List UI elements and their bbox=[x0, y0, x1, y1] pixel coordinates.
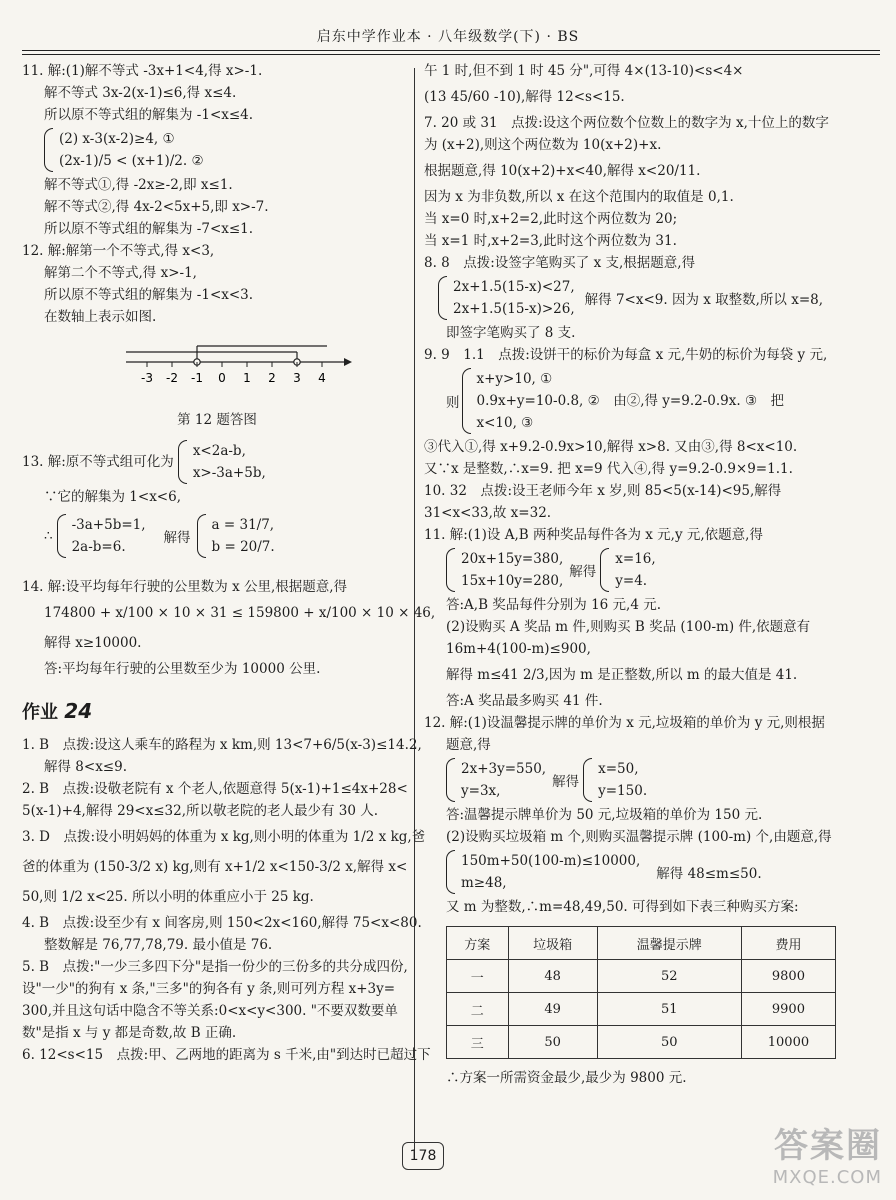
system-row: x+y>10, ① bbox=[476, 371, 553, 387]
table-header-cell: 垃圾箱 bbox=[508, 927, 597, 960]
table-row bbox=[447, 960, 836, 993]
system-row: y=150. bbox=[598, 783, 648, 799]
answer-line: ③代入①,得 x+9.2-0.9x>10,解得 x>8. 又由③,得 8<x<10. bbox=[424, 439, 798, 455]
inequality-system bbox=[446, 850, 640, 894]
system-row: x<10, ③ bbox=[476, 415, 534, 431]
answer-line: 1. B 点拨:设这人乘车的路程为 x km,则 13<7+6/5(x-3)≤14.2, bbox=[22, 737, 422, 753]
answer-line: 解第二个不等式,得 x>-1, bbox=[44, 265, 197, 281]
solution-system bbox=[197, 514, 275, 558]
system-row: (2x-1)/5 < (x+1)/2. ② bbox=[59, 153, 204, 169]
answer-line: 设"一少"的狗有 x 条,"三多"的狗各有 y 条,则可列方程 x+3y= bbox=[22, 981, 396, 997]
inequality-system bbox=[462, 368, 785, 434]
table-cell: 二 bbox=[447, 993, 509, 1026]
system-row: 20x+15y=380, bbox=[461, 551, 564, 567]
header-rule bbox=[22, 50, 880, 51]
answer-line: 解得 x≥10000. bbox=[44, 635, 142, 651]
answer-line: 12. 解:解第一个不等式,得 x<3, bbox=[22, 243, 215, 259]
answer-line: 答:A,B 奖品每件分别为 16 元,4 元. bbox=[446, 597, 662, 613]
table-cell: 三 bbox=[447, 1026, 509, 1059]
system-row: -3a+5b=1, bbox=[71, 517, 146, 533]
equation-system bbox=[446, 548, 563, 592]
system-row: x<2a-b, bbox=[192, 443, 246, 459]
header-rule-2 bbox=[22, 54, 880, 55]
answer-line: ∴方案一所需资金最少,最少为 9800 元. bbox=[446, 1070, 687, 1086]
equation-system bbox=[446, 758, 546, 802]
answer-line: 3. D 点拨:设小明妈妈的体重为 x kg,则小明的体重为 1/2 x kg,爸 bbox=[22, 829, 426, 845]
answer-line: 根据题意,得 10(x+2)+x<40,解得 x<20/11. bbox=[424, 163, 701, 179]
answer-line: 11. 解:(1)解不等式 -3x+1<4,得 x>-1. bbox=[22, 63, 263, 79]
left-column: 11. 解:(1)解不等式 -3x+1<4,得 x>-1. 解不等式 3x-2(x-1)≤6,得 x≤4. 所以原不等式组的解集为 -1<x≤4. (2) x-3(x-2)≥4, ① (2x-1)/5 < (x+1)/2. ② 解不等式①,得 -2x≥-2,即 x≤1. 解不等式②,得 4x-2<5x+5,即 x>-7. 所以原不等式组的解集为 -7<x≤1. 12. 解:解第一个不等式,得 x<3, 解第二个不等式,得 x>-1, 所以原不等式组的解集为 -1<x<3. 在数轴上表示如图. -3 -2 -1 0 1 2 3 4 第 12 题答图 13. 解:原不等式组可化为 x<2a-b, x>-3a+5b, ∵它的解集为 1<x<6, ∴ -3a+5b=1, 2a-b=6. 解得 a = 31/7, b = 20/7. 14. 解:设平均每年行驶的公里数为 x 公里,根据题意,得 174800 + x/100 × 10 × 31 ≤ 159800 + x/100 × 10 × 46, 解得 x≥10000. 答:平均每年行驶的公里数至少为 10000 公里. 作业 24 1. B 点拨:设这人乘车的路程为 x km,则 13<7+6/5(x-3)≤14.2, 解得 8<x≤9. 2. B 点拨:设敬老院有 x 个老人,依题意得 5(x-1)+1≤4x+28< 5(x-1)+4,解得 29<x≤32,所以敬老院的老人最少有 30 人. 3. D 点拨:设小明妈妈的体重为 x kg,则小明的体重为 1/2 x kg,爸 爸的体重为 (150-3/2 x) kg,则有 x+1/2 x<150-3/2 x,解得 x< 50,则 1/2 x<25. 所以小明的体重应小于 25 kg. 4. B 点拨:设至少有 x 间客房,则 150<2x<160,解得 75<x<80. 整数解是 76,77,78,79. 最小值是 76. 5. B 点拨:"一少三多四下分"是指一份少的三份多的共分成四份, 设"一少"的狗有 x 条,"三多"的狗各有 y 条,则可列方程 x+3y= 300,并且这句话中隐含不等关系:0<x<y<300. "不要双数要单 数"是指 x 与 y 都是奇数,故 B 正确. 6. 12<s<15 点拨:甲、乙两地的距离为 s 千米,由"到达时已超过下 bbox=[22, 60, 412, 1066]
answer-line: (2)设购买垃圾箱 m 个,则购买温馨提示牌 (100-m) 个,由题意,得 bbox=[446, 829, 832, 845]
section-title: 作业 bbox=[22, 702, 58, 723]
system-row: 2x+1.5(15-x)<27, bbox=[453, 279, 575, 295]
answer-line: 所以原不等式组的解集为 -1<x<3. bbox=[44, 287, 254, 303]
table-cell: 49 bbox=[508, 993, 597, 1026]
answer-line: ∵它的解集为 1<x<6, bbox=[44, 489, 181, 505]
answer-line: 174800 + x/100 × 10 × 31 ≤ 159800 + x/100 × 10 × 46, bbox=[44, 605, 436, 621]
answer-line: 为 (x+2),则这个两位数为 10(x+2)+x. bbox=[424, 137, 662, 153]
answer-line: 题意,得 bbox=[446, 737, 491, 753]
answer-line: 整数解是 76,77,78,79. 最小值是 76. bbox=[44, 937, 273, 953]
watermark-url: MXQE.COM bbox=[772, 1167, 882, 1188]
table-cell: 52 bbox=[597, 960, 741, 993]
answer-line: 解得 8<x≤9. bbox=[44, 759, 127, 775]
section-number: 24 bbox=[64, 699, 93, 723]
table-header-row bbox=[447, 927, 836, 960]
system-row: (2) x-3(x-2)≥4, ① bbox=[59, 131, 175, 147]
table-header-cell: 费用 bbox=[741, 927, 835, 960]
answer-line: 答:平均每年行驶的公里数至少为 10000 公里. bbox=[44, 661, 321, 677]
answer-line: 解得 m≤41 2/3,因为 m 是正整数,所以 m 的最大值是 41. bbox=[446, 667, 798, 683]
section-heading bbox=[22, 698, 412, 724]
answer-line: 16m+4(100-m)≤900, bbox=[446, 641, 591, 657]
answer-line: (13 45/60 -10),解得 12<s<15. bbox=[424, 89, 625, 105]
table-header-cell: 温馨提示牌 bbox=[597, 927, 741, 960]
system-row: x>-3a+5b, bbox=[192, 465, 266, 481]
system-row: 2x+1.5(15-x)>26, bbox=[453, 301, 575, 317]
answer-line: 10. 32 点拨:设王老师今年 x 岁,则 85<5(x-14)<95,解得 bbox=[424, 483, 782, 499]
answer-line: 解不等式①,得 -2x≥-2,即 x≤1. bbox=[44, 177, 233, 193]
answer-line: 12. 解:(1)设温馨提示牌的单价为 x 元,垃圾箱的单价为 y 元,则根据 bbox=[424, 715, 825, 731]
answer-line: 当 x=0 时,x+2=2,此时这个两位数为 20; bbox=[424, 211, 678, 227]
answer-line: 50,则 1/2 x<25. 所以小明的体重应小于 25 kg. bbox=[22, 889, 314, 905]
answer-line: 当 x=1 时,x+2=3,此时这个两位数为 31. bbox=[424, 233, 677, 249]
axis-tick-label: 0 bbox=[218, 371, 226, 385]
axis-tick-label: 2 bbox=[268, 371, 276, 385]
system-row: x=50, bbox=[598, 761, 639, 777]
table-cell: 10000 bbox=[741, 1026, 835, 1059]
page-header: 启东中学作业本 · 八年级数学(下) · BS bbox=[316, 29, 580, 45]
system-row: a = 31/7, bbox=[211, 517, 275, 533]
inequality-system bbox=[178, 440, 266, 484]
solve-label: 解得 bbox=[163, 530, 191, 546]
figure-caption: 第 12 题答图 bbox=[177, 412, 257, 428]
number-line-svg bbox=[122, 334, 352, 404]
watermark-logo bbox=[773, 1118, 882, 1188]
axis-tick-label: 4 bbox=[318, 371, 326, 385]
answer-line: 9. 9 1.1 点拨:设饼干的标价为每盒 x 元,牛奶的标价为每袋 y 元, bbox=[424, 347, 828, 363]
answer-line: 5. B 点拨:"一少三多四下分"是指一份少的三份多的共分成四份, bbox=[22, 959, 408, 975]
table-cell: 51 bbox=[597, 993, 741, 1026]
table-cell: 9800 bbox=[741, 960, 835, 993]
answer-line: 300,并且这句话中隐含不等关系:0<x<y<300. "不要双数要单 bbox=[22, 1003, 398, 1019]
equation-system bbox=[57, 514, 146, 558]
inequality-system bbox=[44, 128, 412, 172]
system-row: b = 20/7. bbox=[211, 539, 275, 555]
system-row: y=4. bbox=[615, 573, 648, 589]
axis-tick-label: 1 bbox=[243, 371, 251, 385]
answer-line: 午 1 时,但不到 1 时 45 分",可得 4×(13-10)<s<4× bbox=[424, 63, 744, 79]
plan-table bbox=[446, 926, 836, 1059]
table-row bbox=[447, 1026, 836, 1059]
axis-tick-label: -2 bbox=[166, 371, 178, 385]
system-row: x=16, bbox=[615, 551, 656, 567]
answer-line: 8. 8 点拨:设签字笔购买了 x 支,根据题意,得 bbox=[424, 255, 696, 271]
answer-line: 解不等式 3x-2(x-1)≤6,得 x≤4. bbox=[44, 85, 237, 101]
axis-tick-label: -3 bbox=[141, 371, 153, 385]
answer-line: 解得 48≤m≤50. bbox=[656, 866, 762, 882]
answer-line: (2)设购买 A 奖品 m 件,则购买 B 奖品 (100-m) 件,依题意有 bbox=[446, 619, 811, 635]
answer-line: 因为 x 为非负数,所以 x 在这个范围内的取值是 0,1. bbox=[424, 189, 734, 205]
answer-line: 2. B 点拨:设敬老院有 x 个老人,依题意得 5(x-1)+1≤4x+28< bbox=[22, 781, 408, 797]
answer-line: 又 m 为整数,∴m=48,49,50. 可得到如下表三种购买方案: bbox=[446, 899, 799, 915]
page-number: 178 bbox=[402, 1142, 444, 1170]
table-cell: 50 bbox=[597, 1026, 741, 1059]
answer-line: 数"是指 x 与 y 都是奇数,故 B 正确. bbox=[22, 1025, 237, 1041]
axis-tick-label: -1 bbox=[191, 371, 203, 385]
table-cell: 50 bbox=[508, 1026, 597, 1059]
answer-line: 11. 解:(1)设 A,B 两种奖品每件各为 x 元,y 元,依题意,得 bbox=[424, 527, 763, 543]
inequality-system bbox=[438, 276, 575, 320]
solve-label: 解得 bbox=[552, 774, 580, 790]
solution-system bbox=[583, 758, 647, 802]
answer-line: 5(x-1)+4,解得 29<x≤32,所以敬老院的老人最少有 30 人. bbox=[22, 803, 379, 819]
watermark-text: 答案圈 bbox=[774, 1126, 882, 1166]
right-column bbox=[424, 60, 874, 1089]
system-row: y=3x, bbox=[461, 783, 501, 799]
answer-line: 爸的体重为 (150-3/2 x) kg,则有 x+1/2 x<150-3/2 x,解得 x< bbox=[22, 859, 408, 875]
system-row: 2x+3y=550, bbox=[461, 761, 547, 777]
system-row: 0.9x+y=10-0.8, ② 由②,得 y=9.2-0.9x. ③ 把 bbox=[476, 393, 785, 409]
answer-line: 又∵x 是整数,∴x=9. 把 x=9 代入④,得 y=9.2-0.9×9=1.1. bbox=[424, 461, 793, 477]
answer-line: 所以原不等式组的解集为 -7<x≤1. bbox=[44, 221, 254, 237]
table-header-cell: 方案 bbox=[447, 927, 509, 960]
answer-line: 31<x<33,故 x=32. bbox=[424, 505, 552, 521]
solution-system bbox=[600, 548, 655, 592]
answer-line: 解不等式②,得 4x-2<5x+5,即 x>-7. bbox=[44, 199, 269, 215]
number-line-figure bbox=[122, 334, 352, 404]
table-cell: 48 bbox=[508, 960, 597, 993]
answer-line: 6. 12<s<15 点拨:甲、乙两地的距离为 s 千米,由"到达时已超过下 bbox=[22, 1047, 431, 1063]
system-row: 15x+10y=280, bbox=[461, 573, 564, 589]
answer-line: 即签字笔购买了 8 支. bbox=[446, 325, 576, 341]
answer-line: 13. 解:原不等式组可化为 bbox=[22, 454, 174, 470]
answer-line: 7. 20 或 31 点拨:设这个两位数个位数上的数字为 x,十位上的数字 bbox=[424, 115, 829, 131]
table-cell: 9900 bbox=[741, 993, 835, 1026]
answer-line: 则 bbox=[446, 395, 460, 411]
axis-tick-label: 3 bbox=[293, 371, 301, 385]
table-cell: 一 bbox=[447, 960, 509, 993]
answer-line: 4. B 点拨:设至少有 x 间客房,则 150<2x<160,解得 75<x<80. bbox=[22, 915, 422, 931]
answer-line: 所以原不等式组的解集为 -1<x≤4. bbox=[44, 107, 254, 123]
system-row: 150m+50(100-m)≤10000, bbox=[461, 853, 641, 869]
system-row: 2a-b=6. bbox=[71, 539, 126, 555]
answer-line: 14. 解:设平均每年行驶的公里数为 x 公里,根据题意,得 bbox=[22, 579, 348, 595]
solve-label: 解得 bbox=[569, 564, 597, 580]
answer-line: 解得 7<x<9. 因为 x 取整数,所以 x=8, bbox=[584, 292, 824, 308]
system-row: m≥48, bbox=[461, 875, 507, 891]
answer-line: 答:A 奖品最多购买 41 件. bbox=[446, 693, 603, 709]
answer-line: 在数轴上表示如图. bbox=[44, 309, 157, 325]
table-row bbox=[447, 993, 836, 1026]
answer-line: 答:温馨提示牌单价为 50 元,垃圾箱的单价为 150 元. bbox=[446, 807, 763, 823]
